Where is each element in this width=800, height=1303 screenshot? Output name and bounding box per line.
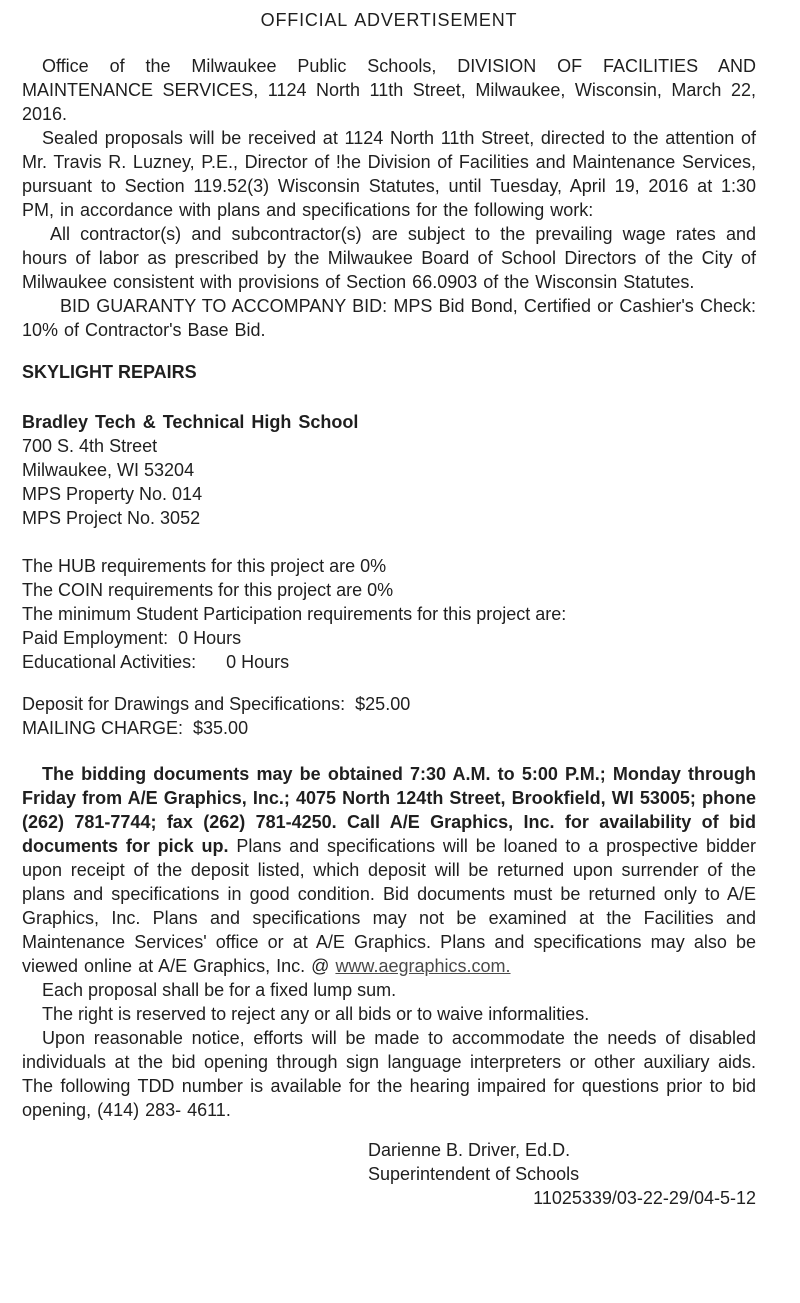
project-site-block bbox=[22, 410, 756, 530]
paragraph-bid-guaranty: BID GUARANTY TO ACCOMPANY BID: MPS Bid Bond, Certified or Cashier's Check: 10% of Contractor's Base Bid. bbox=[22, 296, 756, 340]
paragraph-prevailing-wage: All contractor(s) and subcontractor(s) are subject to the prevailing wage rates and hours of labor as prescribed by the Milwaukee Board of School Directors of the City of Milwaukee consistent with provisions of Section 66.0903 of the Wisconsin Statutes. bbox=[22, 224, 756, 292]
paragraph-lump-sum: Each proposal shall be for a fixed lump sum. bbox=[42, 980, 397, 1000]
signature-block bbox=[368, 1138, 756, 1186]
school-city-state-zip: Milwaukee, WI 53204 bbox=[22, 460, 195, 480]
mps-property-number: MPS Property No. 014 bbox=[22, 484, 203, 504]
paragraph-right-reserved: The right is reserved to reject any or all bids or to waive informalities. bbox=[42, 1004, 590, 1024]
project-heading: SKYLIGHT REPAIRS bbox=[22, 362, 197, 382]
bidding-documents-regular-text: Plans and specifications will be loaned to a prospective bidder upon receipt of the deposit listed, which deposit will be returned upon surrender of the plans and specifications in good condition. Bid documents must be returned only to A/E Graphics, Inc. Plans and specifications may not be examined at the Facilities and Maintenance Services' office or at A/E Graphics. Plans and specifications may also be viewed online at A/E Graphics, Inc. @ bbox=[22, 836, 756, 976]
school-street: 700 S. 4th Street bbox=[22, 436, 158, 456]
superintendent-name: Darienne B. Driver, Ed.D. bbox=[368, 1140, 571, 1160]
paragraph-accommodation: Upon reasonable notice, efforts will be made to accommodate the needs of disabled individuals at the bid opening through sign language interpreters or other auxiliary aids. The following TDD number is available for the hearing impaired for questions prior to bid opening, (414) 283- 4611. bbox=[22, 1028, 756, 1120]
deposit-amount: Deposit for Drawings and Specifications: $25.00 bbox=[22, 694, 411, 714]
paragraph-office: Office of the Milwaukee Public Schools, DIVISION OF FACILITIES AND MAINTENANCE SERVICES, 1124 North 11th Street, Milwaukee, Wisconsin, March 22, 2016. bbox=[22, 56, 756, 124]
mps-project-number: MPS Project No. 3052 bbox=[22, 508, 201, 528]
mailing-charge-amount: MAILING CHARGE: $35.00 bbox=[22, 718, 249, 738]
superintendent-title: Superintendent of Schools bbox=[368, 1164, 580, 1184]
document-title: OFFICIAL ADVERTISEMENT bbox=[260, 10, 518, 30]
bidding-documents-bold-text: The bidding documents may be obtained 7:30 A.M. to 5:00 P.M.; Monday through Friday from A/E Graphics, Inc.; 4075 North 124th Street, Brookfield, WI 53005; phone (262) 781-7744; fax (262) 781-4250. Call A/E Graphics, Inc. for availability of bid documents for pick up. bbox=[22, 764, 756, 856]
paragraph-sealed-proposals: Sealed proposals will be received at 1124 North 11th Street, directed to the attention of Mr. Travis R. Luzney, P.E., Director of !he Division of Facilities and Maintenance Services, pursuant to Section 119.52(3) Wisconsin Statutes, until Tuesday, April 19, 2016 at 1:30 PM, in accordance with plans and specifications for the following work: bbox=[22, 128, 756, 220]
publication-code: 11025339/03-22-29/04-5-12 bbox=[533, 1188, 756, 1208]
fees-block bbox=[22, 692, 756, 740]
coin-requirement: The COIN requirements for this project are 0% bbox=[22, 580, 394, 600]
aegraphics-link[interactable]: www.aegraphics.com. bbox=[335, 956, 511, 976]
paragraph-bidding-documents bbox=[22, 762, 756, 978]
hub-requirement: The HUB requirements for this project are 0% bbox=[22, 556, 387, 576]
requirements-block bbox=[22, 554, 756, 674]
paid-employment-hours: Paid Employment: 0 Hours bbox=[22, 628, 242, 648]
student-participation-requirement: The minimum Student Participation requirements for this project are: bbox=[22, 604, 567, 624]
educational-activities-hours: Educational Activities: 0 Hours bbox=[22, 652, 290, 672]
school-name: Bradley Tech & Technical High School bbox=[22, 412, 359, 432]
